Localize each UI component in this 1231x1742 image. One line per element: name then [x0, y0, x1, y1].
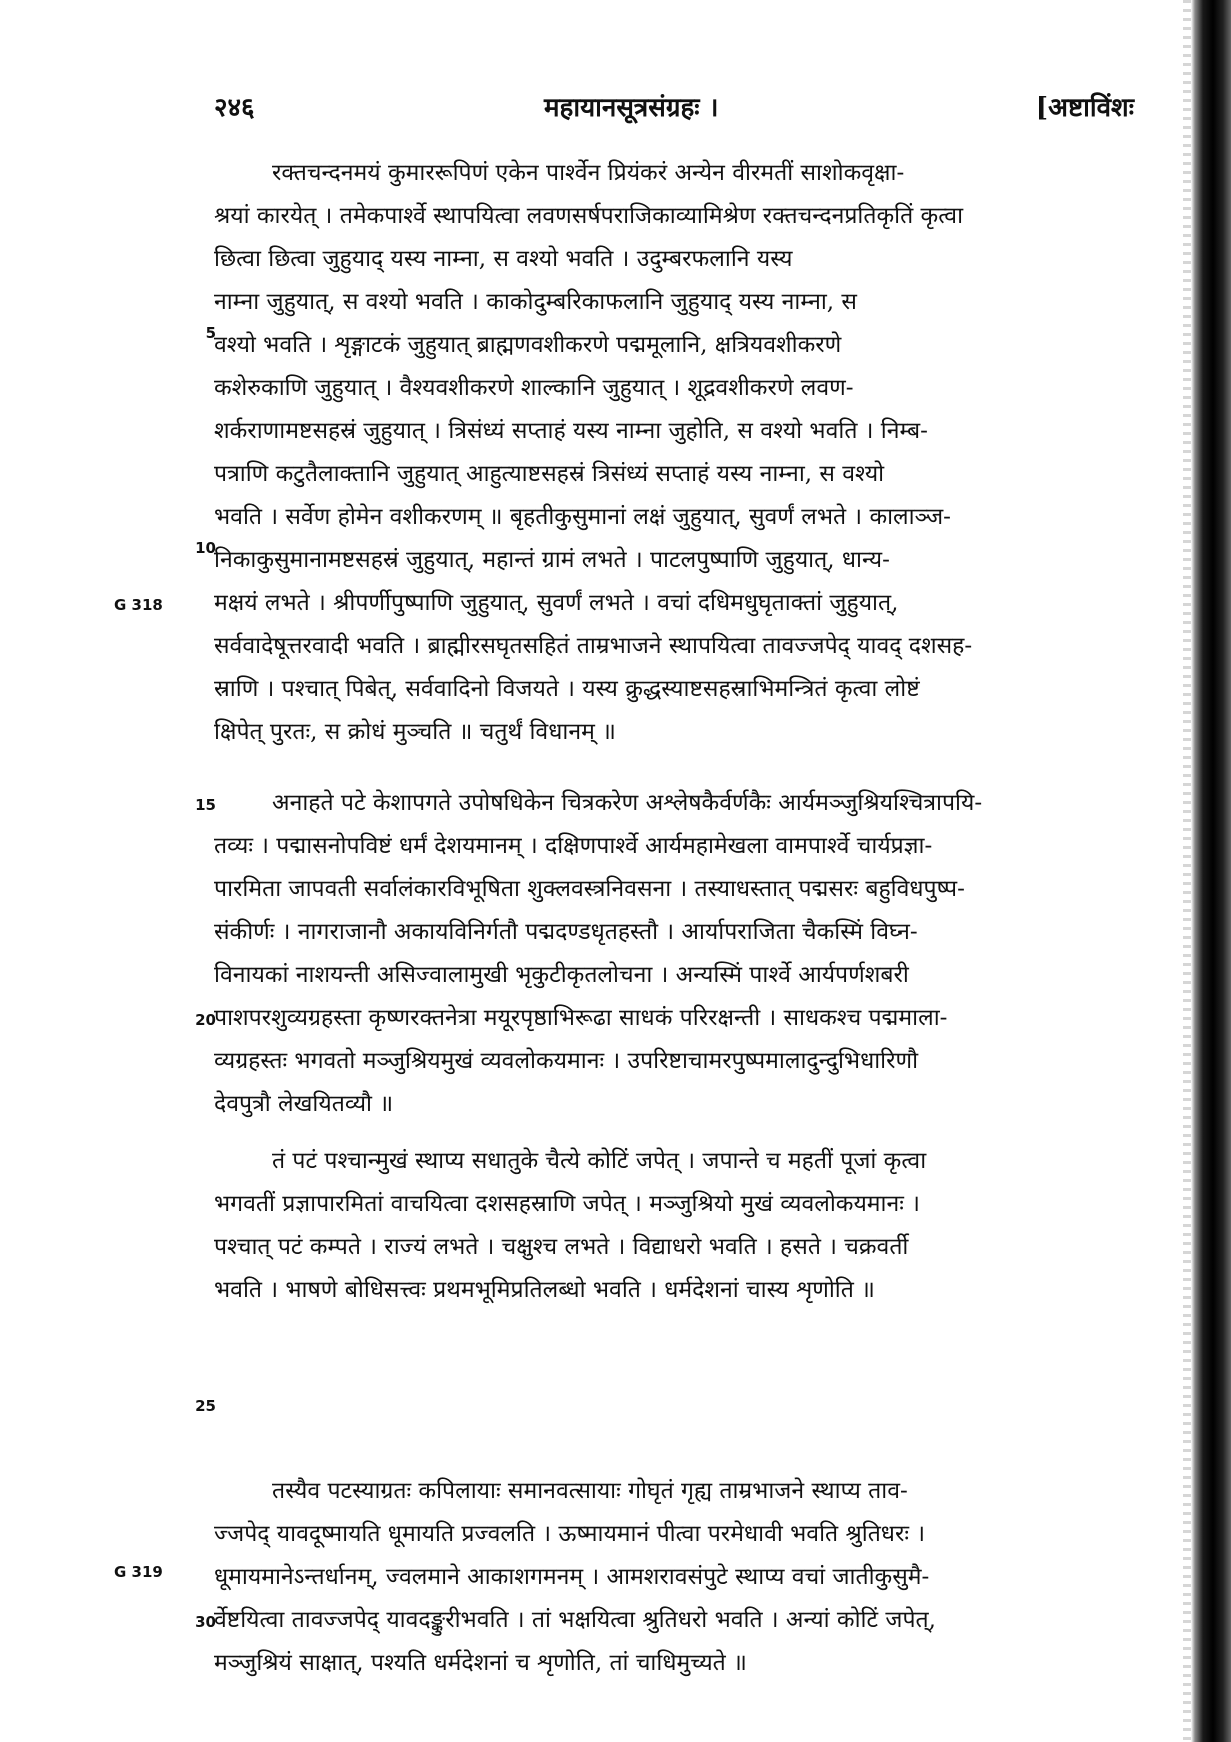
text-line: तं पटं पश्चान्मुखं स्थाप्य सधातुके चैत्ये कोटिं जपेत् । जपान्ते च महतीं पूजां कृत्वा [272, 1148, 927, 1174]
text-line: वश्यो भवति । शृङ्गाटकं जुहुयात् ब्राह्मणवशीकरणे पद्ममूलानि, क्षत्रियवशीकरणे [214, 332, 842, 358]
text-line: नाम्ना जुहुयात्, स वश्यो भवति । काकोदुम्बरिकाफलानि जुहुयाद् यस्य नाम्ना, स [214, 289, 857, 315]
page-number: २४६ [214, 93, 255, 123]
line-number: 15 [195, 796, 216, 814]
text-line: र्वेष्टयित्वा तावज्जपेद् यावदङ्कुरीभवति । तां भक्षयित्वा श्रुतिधरो भवति । अन्यां कोटिं जपेत्, [214, 1607, 936, 1633]
paragraph-1 [214, 152, 1124, 754]
margin-ref-g318: G 318 [114, 596, 163, 614]
text-line: ज्जपेद् यावदूष्मायति धूमायति प्रज्वलति । ऊष्मायमानं पीत्वा परमेधावी भवति श्रुतिधरः । [214, 1521, 926, 1547]
text-line: पाशपरशुव्यग्रहस्ता कृष्णरक्तनेत्रा मयूरपृष्ठाभिरूढा साधकं परिरक्षन्ती । साधकश्च पद्ममाला- [214, 1005, 948, 1031]
text-line: तस्यैव पटस्याग्रतः कपिलायाः समानवत्सायाः गोघृतं गृह्य ताम्रभाजने स्थाप्य ताव- [272, 1478, 908, 1504]
text-line: मञ्जुश्रियं साक्षात्, पश्यति धर्मदेशनां च शृणोति, तां चाधिमुच्यते ॥ [214, 1650, 747, 1676]
text-line: अनाहते पटे केशापगते उपोषधिकेन चित्रकरेण अश्लेषकैर्वर्णकैः आर्यमञ्जुश्रियश्चित्रापयि- [272, 790, 983, 816]
line-number: 30 [195, 1613, 216, 1631]
book-binding-edge [1191, 0, 1231, 1742]
text-line: रक्तचन्दनमयं कुमाररूपिणं एकेन पार्श्वेन प्रियंकरं अन्येन वीरमतीं साशोकवृक्षा- [272, 160, 905, 186]
section-title: [अष्टाविंशः [1035, 93, 1134, 123]
text-line: स्राणि । पश्चात् पिबेत्, सर्ववादिनो विजयते । यस्य क्रुद्धस्याष्टसहस्राभिमन्त्रितं कृत्वा लोष्टं [214, 676, 920, 702]
text-line: कशेरुकाणि जुहुयात् । वैश्यवशीकरणे शाल्कानि जुहुयात् । शूद्रवशीकरणे लवण- [214, 375, 854, 401]
line-number: 25 [195, 1397, 216, 1415]
text-line: भवति । सर्वेण होमेन वशीकरणम् ॥ बृहतीकुसुमानां लक्षं जुहुयात्, सुवर्णं लभते । कालाञ्ज- [214, 504, 951, 530]
text-line: देवपुत्रौ लेखयितव्यौ ॥ [214, 1091, 394, 1117]
text-line: मक्षयं लभते । श्रीपर्णीपुष्पाणि जुहुयात्, सुवर्णं लभते । वचां दधिमधुघृताक्तां जुहुयात्, [214, 590, 899, 616]
text-line: विनायकां नाशयन्ती असिज्वालामुखी भृकुटीकृतलोचना । अन्यस्मिं पार्श्वे आर्यपर्णशबरी [214, 962, 909, 988]
text-line: संकीर्णः । नागराजानौ अकायविनिर्गतौ पद्मदण्डधृतहस्तौ । आर्यापराजिता चैकस्मिं विघ्न- [214, 919, 918, 945]
page-title: महायानसूत्रसंग्रहः । [544, 93, 719, 123]
margin-ref-g319: G 319 [114, 1563, 163, 1581]
running-header [214, 88, 1134, 128]
text-line: श्रयां कारयेत् । तमेकपार्श्वे स्थापयित्वा लवणसर्षपराजिकाव्यामिश्रेण रक्तचन्दनप्रतिकृतिं कृत्वा [214, 203, 964, 229]
binding-shadow [1183, 0, 1191, 1742]
text-line: धूमायमानेऽन्तर्धानम्, ज्वलमाने आकाशगमनम् । आमशरावसंपुटे स्थाप्य वचां जातीकुसुमै- [214, 1564, 930, 1590]
paragraph-3 [214, 1140, 1124, 1312]
paragraph-4 [214, 1470, 1124, 1685]
paragraph-2 [214, 782, 1124, 1126]
text-line: पारमिता जापवती सर्वालंकारविभूषिता शुक्लवस्त्रनिवसना । तस्याधस्तात् पद्मसरः बहुविधपुष्प- [214, 876, 965, 902]
text-line: क्षिपेत् पुरतः, स क्रोधं मुञ्चति ॥ चतुर्थं विधानम् ॥ [214, 719, 616, 745]
text-line: व्यग्रहस्तः भगवतो मञ्जुश्रियमुखं व्यवलोकयमानः । उपरिष्टाचामरपुष्पमालादुन्दुभिधारिणौ [214, 1048, 919, 1074]
text-line: पश्चात् पटं कम्पते । राज्यं लभते । चक्षुश्च लभते । विद्याधरो भवति । हसते । चक्रवर्ती [214, 1234, 909, 1260]
text-line: निकाकुसुमानामष्टसहस्रं जुहुयात्, महान्तं ग्रामं लभते । पाटलपुष्पाणि जुहुयात्, धान्य- [214, 547, 890, 573]
text-line: पत्राणि कटुतैलाक्तानि जुहुयात् आहुत्याष्टसहस्रं त्रिसंध्यं सप्ताहं यस्य नाम्ना, स वश्यो [214, 461, 885, 487]
line-number: 10 [195, 539, 216, 557]
text-line: सर्ववादेषूत्तरवादी भवति । ब्राह्मीरसघृतसहितं ताम्रभाजने स्थापयित्वा तावज्जपेद् यावद् दशसह- [214, 633, 973, 659]
text-line: भवति । भाषणे बोधिसत्त्वः प्रथमभूमिप्रतिलब्धो भवति । धर्मदेशनां चास्य शृणोति ॥ [214, 1277, 875, 1303]
text-line: तव्यः । पद्मासनोपविष्टं धर्मं देशयमानम् । दक्षिणपार्श्वे आर्यमहामेखला वामपार्श्वे चार्यप्रज्ञा- [214, 833, 933, 859]
text-line: शर्कराणामष्टसहस्रं जुहुयात् । त्रिसंध्यं सप्ताहं यस्य नाम्ना जुहोति, स वश्यो भवति । निम्ब- [214, 418, 928, 444]
line-number: 20 [195, 1011, 216, 1029]
line-number: 5 [205, 324, 216, 342]
text-line: भगवतीं प्रज्ञापारमितां वाचयित्वा दशसहस्राणि जपेत् । मञ्जुश्रियो मुखं व्यवलोकयमानः । [214, 1191, 920, 1217]
text-line: छित्वा छित्वा जुहुयाद् यस्य नाम्ना, स वश्यो भवति । उदुम्बरफलानि यस्य [214, 246, 793, 272]
